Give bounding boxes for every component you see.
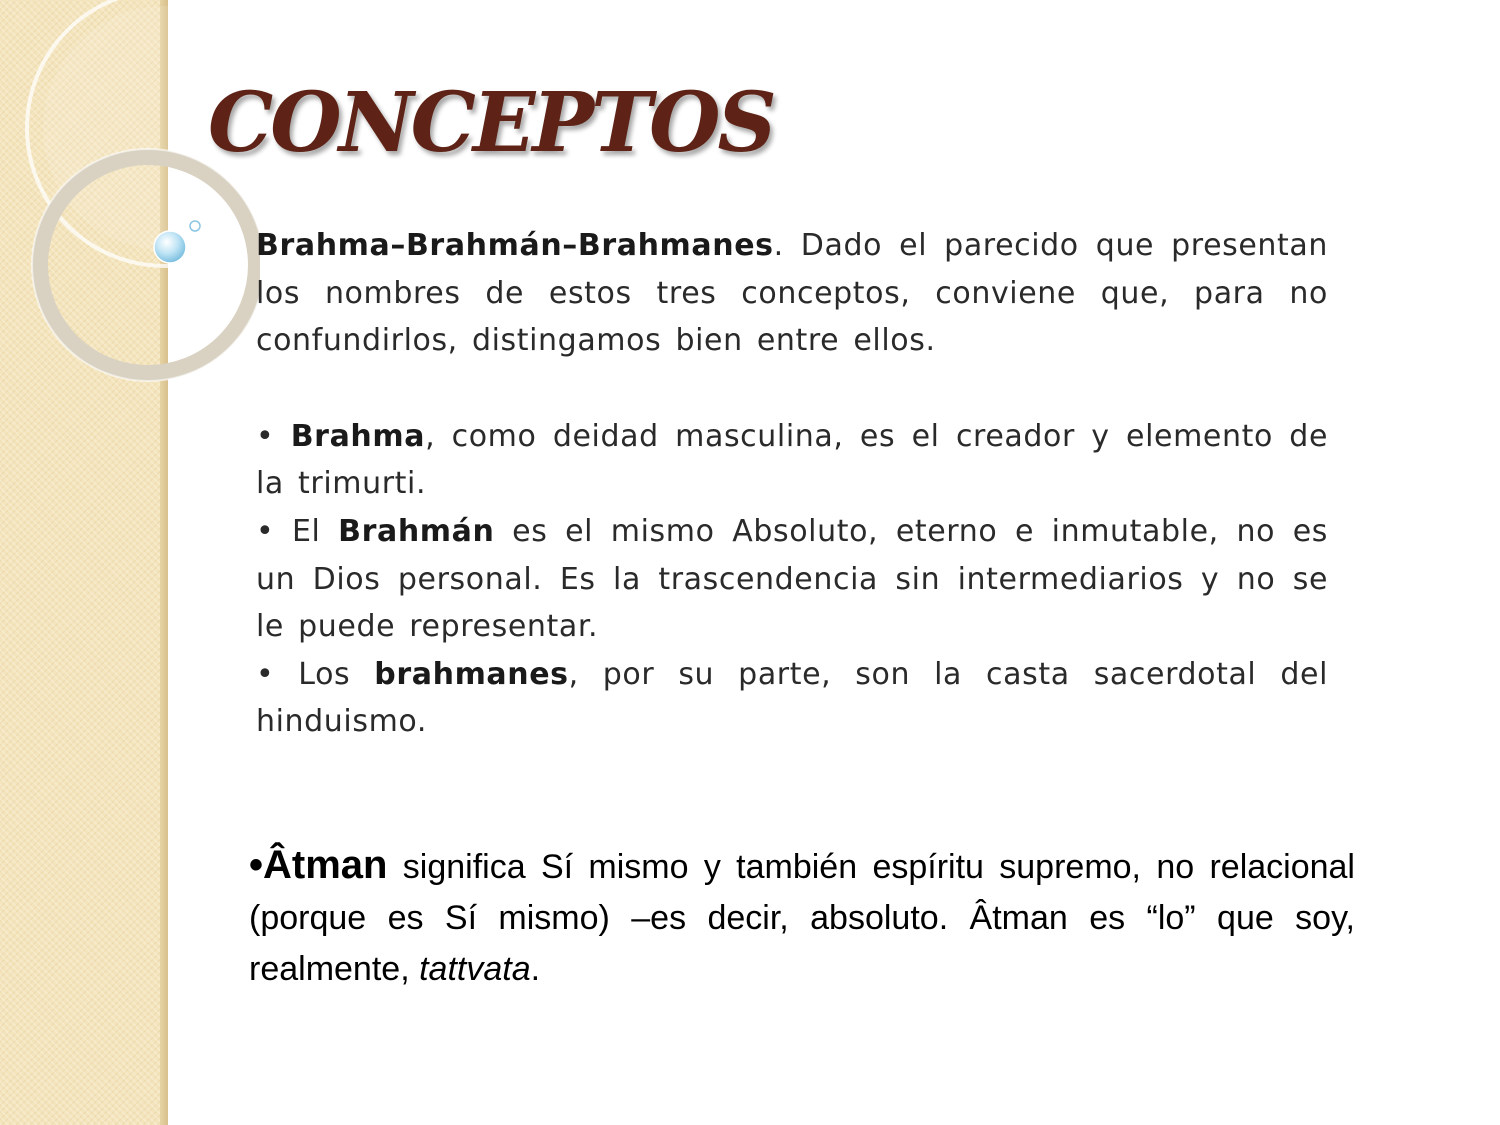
brahman-term: Brahmán: [338, 513, 495, 549]
bullet-brahma: [256, 413, 1328, 508]
intro-term: Brahma–Brahmán–Brahmanes: [256, 228, 774, 263]
slide-title: CONCEPTOS: [208, 75, 774, 171]
brahma-term: Brahma: [290, 418, 426, 454]
atman-paragraph: [249, 840, 1355, 995]
blue-bubble: [154, 231, 186, 263]
atman-bullet: •: [249, 843, 264, 887]
brahman-text: es el mismo Absoluto, eterno e inmutable, no es un Dios personal. Es la trascendencia sin intermediarios y no se le puede representar.: [256, 513, 1328, 645]
atman-text: significa Sí mismo y también espíritu supremo, no relacional (porque es Sí mismo) –es decir, absoluto. Âtman es “lo” que soy, realmente,: [249, 848, 1355, 988]
decorative-rings: [0, 0, 260, 420]
bullet-prefix: • El: [256, 513, 339, 549]
concept-text-image: [256, 222, 1328, 746]
intro-paragraph: [256, 222, 1328, 365]
atman-term: Âtman: [263, 843, 388, 887]
bullet-prefix: • Los: [256, 656, 375, 692]
brahmanes-term: brahmanes: [374, 656, 569, 692]
bullet-prefix: •: [256, 418, 291, 454]
atman-end: .: [530, 950, 541, 988]
intro-text: . Dado el parecido que presentan los nombres de estos tres conceptos, conviene que, para no confundirlos, distingamos bien entre ellos.: [256, 228, 1328, 359]
small-bubble: [190, 221, 200, 231]
bullet-brahman: [256, 508, 1328, 651]
brahmanes-text: , por su parte, son la casta sacerdotal del hinduismo.: [256, 656, 1329, 740]
bullet-brahmanes: [256, 651, 1328, 746]
brahma-text: , como deidad masculina, es el creador y elemento de la trimurti.: [256, 418, 1329, 502]
atman-italic-term: tattvata: [419, 950, 531, 988]
